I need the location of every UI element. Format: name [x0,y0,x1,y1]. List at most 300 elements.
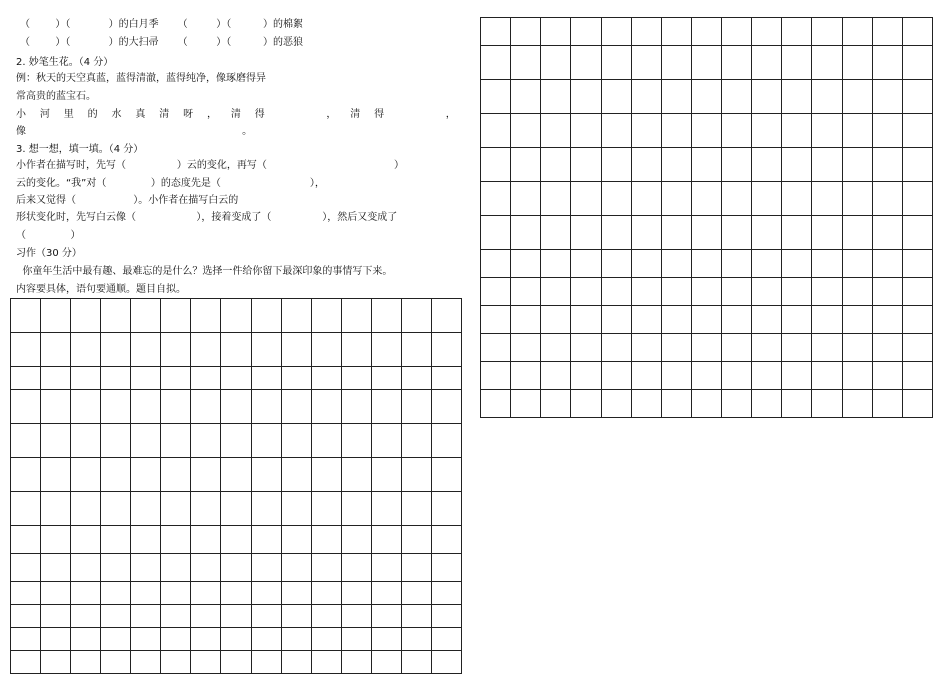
grid-cell[interactable] [511,148,541,182]
grid-cell[interactable] [101,651,131,674]
grid-cell[interactable] [191,458,221,492]
grid-cell[interactable] [221,424,251,458]
grid-cell[interactable] [401,492,431,526]
grid-cell[interactable] [601,216,631,250]
grid-cell[interactable] [191,492,221,526]
grid-cell[interactable] [691,306,721,334]
grid-cell[interactable] [341,333,371,367]
grid-cell[interactable] [782,148,812,182]
grid-cell[interactable] [842,278,872,306]
grid-cell[interactable] [571,114,601,148]
grid-cell[interactable] [782,80,812,114]
grid-cell[interactable] [71,458,101,492]
grid-cell[interactable] [902,334,932,362]
grid-cell[interactable] [11,554,41,582]
grid-cell[interactable] [101,554,131,582]
grid-cell[interactable] [631,46,661,80]
grid-cell[interactable] [221,299,251,333]
grid-cell[interactable] [842,114,872,148]
grid-cell[interactable] [41,299,71,333]
grid-cell[interactable] [371,651,401,674]
grid-cell[interactable] [431,492,461,526]
grid-cell[interactable] [812,114,842,148]
grid-cell[interactable] [221,605,251,628]
grid-cell[interactable] [661,306,691,334]
grid-cell[interactable] [661,216,691,250]
grid-cell[interactable] [251,492,281,526]
grid-cell[interactable] [341,554,371,582]
grid-cell[interactable] [631,250,661,278]
grid-cell[interactable] [752,182,782,216]
grid-cell[interactable] [161,628,191,651]
grid-cell[interactable] [601,390,631,418]
grid-cell[interactable] [431,333,461,367]
grid-cell[interactable] [872,80,902,114]
grid-cell[interactable] [311,605,341,628]
grid-cell[interactable] [842,306,872,334]
grid-cell[interactable] [782,182,812,216]
grid-cell[interactable] [872,216,902,250]
grid-cell[interactable] [752,216,782,250]
grid-cell[interactable] [161,390,191,424]
grid-cell[interactable] [872,334,902,362]
grid-cell[interactable] [341,367,371,390]
grid-cell[interactable] [571,18,601,46]
grid-cell[interactable] [631,362,661,390]
grid-cell[interactable] [341,424,371,458]
grid-cell[interactable] [571,182,601,216]
grid-cell[interactable] [11,628,41,651]
grid-cell[interactable] [902,46,932,80]
grid-cell[interactable] [601,18,631,46]
grid-cell[interactable] [541,278,571,306]
grid-cell[interactable] [601,182,631,216]
grid-cell[interactable] [752,46,782,80]
grid-cell[interactable] [782,46,812,80]
grid-cell[interactable] [541,46,571,80]
grid-cell[interactable] [101,390,131,424]
grid-cell[interactable] [311,492,341,526]
grid-cell[interactable] [481,362,511,390]
grid-cell[interactable] [481,216,511,250]
grid-cell[interactable] [481,46,511,80]
grid-cell[interactable] [691,390,721,418]
grid-cell[interactable] [722,182,752,216]
grid-cell[interactable] [812,148,842,182]
grid-cell[interactable] [161,651,191,674]
grid-cell[interactable] [371,582,401,605]
grid-cell[interactable] [782,334,812,362]
grid-cell[interactable] [661,114,691,148]
grid-cell[interactable] [722,250,752,278]
grid-cell[interactable] [371,605,401,628]
grid-cell[interactable] [691,216,721,250]
grid-cell[interactable] [722,306,752,334]
grid-cell[interactable] [281,299,311,333]
grid-cell[interactable] [872,362,902,390]
grid-cell[interactable] [481,278,511,306]
grid-cell[interactable] [401,582,431,605]
grid-cell[interactable] [481,18,511,46]
grid-cell[interactable] [311,628,341,651]
grid-cell[interactable] [131,582,161,605]
grid-cell[interactable] [71,628,101,651]
grid-cell[interactable] [131,458,161,492]
grid-cell[interactable] [842,362,872,390]
grid-cell[interactable] [691,46,721,80]
grid-cell[interactable] [311,554,341,582]
grid-cell[interactable] [601,148,631,182]
grid-cell[interactable] [11,390,41,424]
grid-cell[interactable] [571,278,601,306]
grid-cell[interactable] [722,334,752,362]
grid-cell[interactable] [71,492,101,526]
grid-cell[interactable] [691,114,721,148]
grid-cell[interactable] [571,148,601,182]
grid-cell[interactable] [341,628,371,651]
grid-cell[interactable] [511,46,541,80]
grid-cell[interactable] [902,306,932,334]
grid-cell[interactable] [281,492,311,526]
grid-cell[interactable] [661,46,691,80]
grid-cell[interactable] [71,333,101,367]
grid-cell[interactable] [782,114,812,148]
grid-cell[interactable] [341,390,371,424]
grid-cell[interactable] [311,367,341,390]
grid-cell[interactable] [11,651,41,674]
grid-cell[interactable] [401,526,431,554]
grid-cell[interactable] [872,390,902,418]
grid-cell[interactable] [251,299,281,333]
grid-cell[interactable] [191,554,221,582]
grid-cell[interactable] [221,526,251,554]
grid-cell[interactable] [281,424,311,458]
grid-cell[interactable] [722,80,752,114]
grid-cell[interactable] [191,333,221,367]
grid-cell[interactable] [131,554,161,582]
grid-cell[interactable] [251,390,281,424]
grid-cell[interactable] [431,651,461,674]
grid-cell[interactable] [281,333,311,367]
grid-cell[interactable] [782,250,812,278]
grid-cell[interactable] [571,362,601,390]
grid-cell[interactable] [541,182,571,216]
grid-cell[interactable] [401,424,431,458]
grid-cell[interactable] [311,424,341,458]
grid-cell[interactable] [571,216,601,250]
grid-cell[interactable] [511,362,541,390]
grid-cell[interactable] [71,390,101,424]
writing-grid-right[interactable] [480,17,933,418]
grid-cell[interactable] [601,334,631,362]
grid-cell[interactable] [722,362,752,390]
grid-cell[interactable] [571,46,601,80]
grid-cell[interactable] [541,362,571,390]
grid-cell[interactable] [221,554,251,582]
grid-cell[interactable] [511,390,541,418]
grid-cell[interactable] [812,46,842,80]
grid-cell[interactable] [631,390,661,418]
grid-cell[interactable] [371,458,401,492]
grid-cell[interactable] [571,390,601,418]
grid-cell[interactable] [371,492,401,526]
grid-cell[interactable] [251,333,281,367]
grid-cell[interactable] [431,299,461,333]
grid-cell[interactable] [571,334,601,362]
grid-cell[interactable] [752,18,782,46]
grid-cell[interactable] [541,306,571,334]
grid-cell[interactable] [722,278,752,306]
grid-cell[interactable] [11,458,41,492]
grid-cell[interactable] [902,216,932,250]
grid-cell[interactable] [752,362,782,390]
grid-cell[interactable] [161,582,191,605]
grid-cell[interactable] [311,526,341,554]
grid-cell[interactable] [131,333,161,367]
grid-cell[interactable] [161,424,191,458]
grid-cell[interactable] [661,182,691,216]
grid-cell[interactable] [221,628,251,651]
grid-cell[interactable] [11,333,41,367]
grid-cell[interactable] [131,492,161,526]
grid-cell[interactable] [401,367,431,390]
grid-cell[interactable] [601,114,631,148]
grid-cell[interactable] [631,148,661,182]
grid-cell[interactable] [341,651,371,674]
grid-cell[interactable] [511,18,541,46]
grid-cell[interactable] [691,18,721,46]
grid-cell[interactable] [752,114,782,148]
grid-cell[interactable] [782,390,812,418]
grid-cell[interactable] [631,18,661,46]
grid-cell[interactable] [281,628,311,651]
grid-cell[interactable] [431,458,461,492]
grid-cell[interactable] [101,492,131,526]
grid-cell[interactable] [281,458,311,492]
grid-cell[interactable] [782,306,812,334]
grid-cell[interactable] [341,299,371,333]
grid-cell[interactable] [41,605,71,628]
grid-cell[interactable] [872,114,902,148]
grid-cell[interactable] [691,182,721,216]
grid-cell[interactable] [691,362,721,390]
grid-cell[interactable] [872,250,902,278]
grid-cell[interactable] [11,367,41,390]
grid-cell[interactable] [221,390,251,424]
grid-cell[interactable] [311,390,341,424]
grid-cell[interactable] [131,526,161,554]
grid-cell[interactable] [161,458,191,492]
grid-cell[interactable] [661,18,691,46]
grid-cell[interactable] [752,306,782,334]
grid-cell[interactable] [131,651,161,674]
grid-cell[interactable] [371,390,401,424]
grid-cell[interactable] [812,278,842,306]
grid-cell[interactable] [191,605,221,628]
grid-cell[interactable] [41,526,71,554]
grid-cell[interactable] [41,651,71,674]
grid-cell[interactable] [481,80,511,114]
grid-cell[interactable] [812,216,842,250]
grid-cell[interactable] [131,424,161,458]
grid-cell[interactable] [311,299,341,333]
grid-cell[interactable] [631,182,661,216]
grid-cell[interactable] [341,605,371,628]
grid-cell[interactable] [722,216,752,250]
grid-cell[interactable] [481,114,511,148]
grid-cell[interactable] [161,605,191,628]
grid-cell[interactable] [221,582,251,605]
grid-cell[interactable] [221,458,251,492]
grid-cell[interactable] [842,334,872,362]
grid-cell[interactable] [71,367,101,390]
grid-cell[interactable] [902,362,932,390]
grid-cell[interactable] [311,651,341,674]
grid-cell[interactable] [431,367,461,390]
grid-cell[interactable] [281,367,311,390]
grid-cell[interactable] [401,605,431,628]
grid-cell[interactable] [481,250,511,278]
grid-cell[interactable] [902,182,932,216]
grid-cell[interactable] [722,46,752,80]
grid-cell[interactable] [251,526,281,554]
grid-cell[interactable] [191,628,221,651]
grid-cell[interactable] [691,250,721,278]
grid-cell[interactable] [11,526,41,554]
grid-cell[interactable] [481,182,511,216]
grid-cell[interactable] [281,605,311,628]
grid-cell[interactable] [722,390,752,418]
grid-cell[interactable] [11,582,41,605]
grid-cell[interactable] [431,390,461,424]
grid-cell[interactable] [311,333,341,367]
grid-cell[interactable] [752,390,782,418]
grid-cell[interactable] [71,554,101,582]
grid-cell[interactable] [902,148,932,182]
grid-cell[interactable] [281,651,311,674]
grid-cell[interactable] [371,333,401,367]
grid-cell[interactable] [41,367,71,390]
grid-cell[interactable] [371,628,401,651]
grid-cell[interactable] [601,80,631,114]
grid-cell[interactable] [812,182,842,216]
grid-cell[interactable] [401,628,431,651]
grid-cell[interactable] [11,605,41,628]
grid-cell[interactable] [661,390,691,418]
grid-cell[interactable] [511,334,541,362]
grid-cell[interactable] [661,278,691,306]
grid-cell[interactable] [251,582,281,605]
grid-cell[interactable] [71,526,101,554]
grid-cell[interactable] [251,367,281,390]
grid-cell[interactable] [842,148,872,182]
grid-cell[interactable] [311,582,341,605]
grid-cell[interactable] [221,651,251,674]
grid-cell[interactable] [401,458,431,492]
grid-cell[interactable] [131,390,161,424]
grid-cell[interactable] [41,554,71,582]
grid-cell[interactable] [902,278,932,306]
grid-cell[interactable] [902,114,932,148]
grid-cell[interactable] [481,334,511,362]
grid-cell[interactable] [812,306,842,334]
grid-cell[interactable] [842,390,872,418]
grid-cell[interactable] [101,299,131,333]
grid-cell[interactable] [842,250,872,278]
grid-cell[interactable] [101,333,131,367]
grid-cell[interactable] [41,492,71,526]
grid-cell[interactable] [872,182,902,216]
grid-cell[interactable] [722,114,752,148]
grid-cell[interactable] [691,80,721,114]
grid-cell[interactable] [341,492,371,526]
grid-cell[interactable] [872,46,902,80]
grid-cell[interactable] [401,390,431,424]
grid-cell[interactable] [431,628,461,651]
grid-cell[interactable] [71,651,101,674]
grid-cell[interactable] [11,492,41,526]
grid-cell[interactable] [481,148,511,182]
grid-cell[interactable] [812,334,842,362]
grid-cell[interactable] [541,148,571,182]
grid-cell[interactable] [41,424,71,458]
grid-cell[interactable] [341,458,371,492]
grid-cell[interactable] [431,582,461,605]
grid-cell[interactable] [511,306,541,334]
grid-cell[interactable] [571,250,601,278]
grid-cell[interactable] [371,424,401,458]
grid-cell[interactable] [782,216,812,250]
grid-cell[interactable] [812,250,842,278]
grid-cell[interactable] [752,278,782,306]
grid-cell[interactable] [161,299,191,333]
grid-cell[interactable] [872,278,902,306]
grid-cell[interactable] [601,362,631,390]
grid-cell[interactable] [71,299,101,333]
grid-cell[interactable] [541,390,571,418]
grid-cell[interactable] [661,362,691,390]
grid-cell[interactable] [752,148,782,182]
grid-cell[interactable] [872,148,902,182]
grid-cell[interactable] [631,334,661,362]
grid-cell[interactable] [161,492,191,526]
grid-cell[interactable] [902,18,932,46]
grid-cell[interactable] [431,554,461,582]
grid-cell[interactable] [812,18,842,46]
grid-cell[interactable] [191,424,221,458]
grid-cell[interactable] [71,424,101,458]
grid-cell[interactable] [782,362,812,390]
grid-cell[interactable] [41,458,71,492]
grid-cell[interactable] [401,651,431,674]
grid-cell[interactable] [541,114,571,148]
grid-cell[interactable] [11,299,41,333]
grid-cell[interactable] [511,182,541,216]
grid-cell[interactable] [812,390,842,418]
grid-cell[interactable] [101,424,131,458]
grid-cell[interactable] [571,80,601,114]
grid-cell[interactable] [401,554,431,582]
grid-cell[interactable] [541,250,571,278]
grid-cell[interactable] [281,554,311,582]
grid-cell[interactable] [752,250,782,278]
grid-cell[interactable] [71,582,101,605]
grid-cell[interactable] [661,250,691,278]
grid-cell[interactable] [131,367,161,390]
grid-cell[interactable] [601,278,631,306]
grid-cell[interactable] [221,333,251,367]
grid-cell[interactable] [541,18,571,46]
